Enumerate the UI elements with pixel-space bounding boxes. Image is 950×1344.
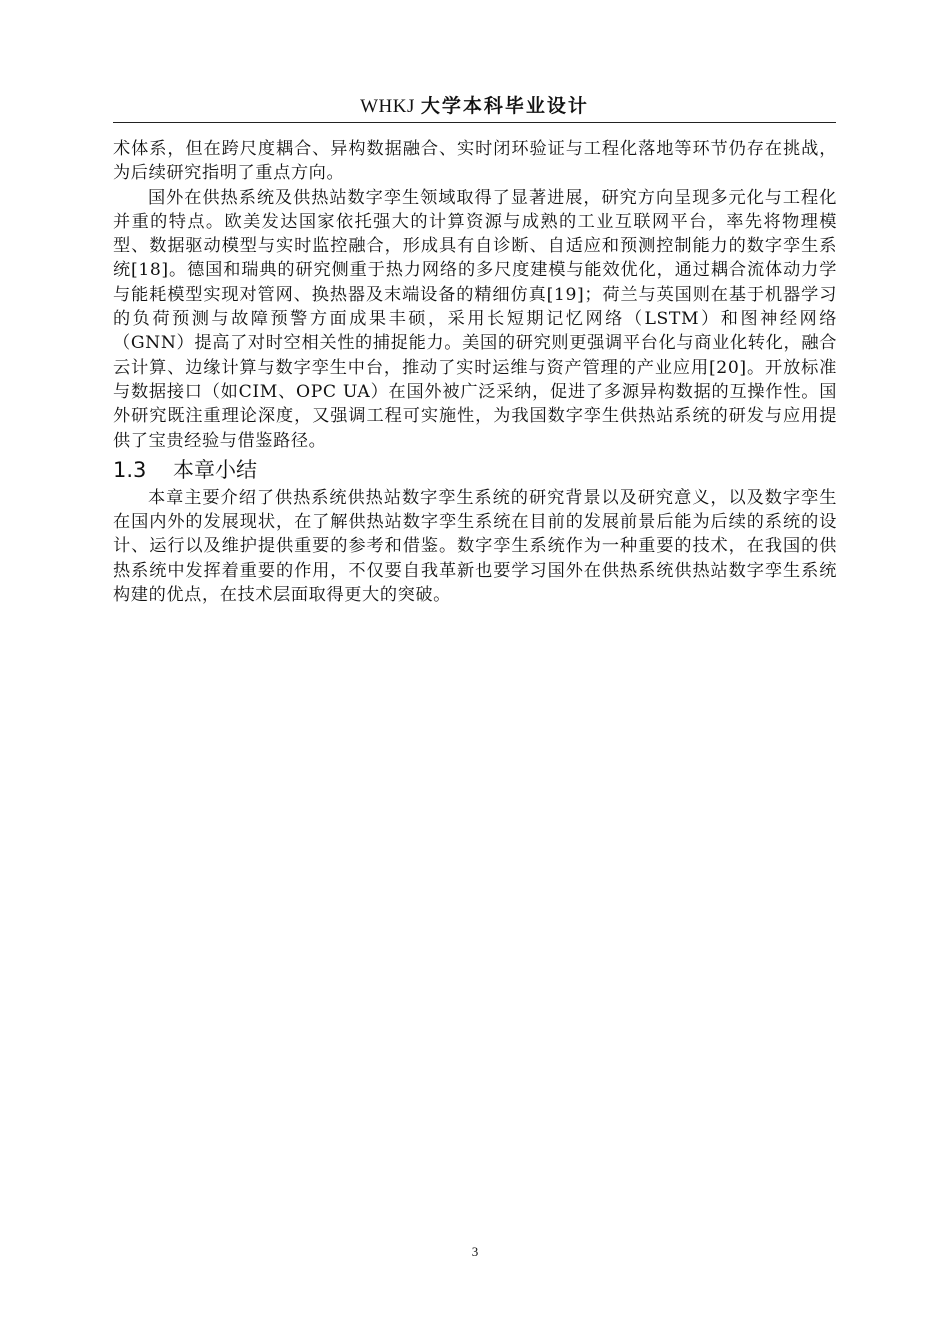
section-title: 本章小结 <box>173 457 257 482</box>
page-number: 3 <box>471 1244 479 1259</box>
header-title: 大学本科毕业设计 <box>420 95 589 117</box>
paragraph-continuation: 术体系，但在跨尺度耦合、异构数据融合、实时闭环验证与工程化落地等环节仍存在挑战，为后续研究指明了重点方向。 <box>113 139 837 184</box>
page-body <box>113 137 837 607</box>
paragraph-chapter-summary: 本章主要介绍了供热系统供热站数字孪生系统的研究背景以及研究意义，以及数字孪生在国内外的发展现状，在了解供热站数字孪生系统在目前的发展前景后能为后续的系统的设计、运行以及维护提供重要的参考和借鉴。数字孪生系统作为一种重要的技术，在我国的供热系统中发挥着重要的作用，不仅要自我革新也要学习国外在供热系统供热站数字孪生系统构建的优点，在技术层面取得更大的突破。 <box>113 487 837 606</box>
header-prefix: WHKJ <box>360 96 415 117</box>
section-heading <box>113 455 837 485</box>
section-number: 1.3 <box>113 457 147 482</box>
paragraph-foreign-research: 国外在供热系统及供热站数字孪生领域取得了显著进展，研究方向呈现多元化与工程化并重的特点。欧美发达国家依托强大的计算资源与成熟的工业互联网平台，率先将物理模型、数据驱动模型与实时监控融合，形成具有自诊断、自适应和预测控制能力的数字孪生系统[18]。德国和瑞典的研究侧重于热力网络的多尺度建模与能效优化，通过耦合流体动力学与能耗模型实现对管网、换热器及末端设备的精细仿真[19]；荷兰与英国则在基于机器学习的负荷预测与故障预警方面成果丰硕，采用长短期记忆网络（LSTM）和图神经网络（GNN）提高了对时空相关性的捕捉能力。美国的研究则更强调平台化与商业化转化，融合云计算、边缘计算与数字孪生中台，推动了实时运维与资产管理的产业应用[20]。开放标准与数据接口（如CIM、OPC UA）在国外被广泛采纳，促进了多源异构数据的互操作性。国外研究既注重理论深度，又强调工程可实施性，为我国数字孪生供热站系统的研发与应用提供了宝贵经验与借鉴路径。 <box>113 187 837 451</box>
page-header <box>113 92 836 123</box>
